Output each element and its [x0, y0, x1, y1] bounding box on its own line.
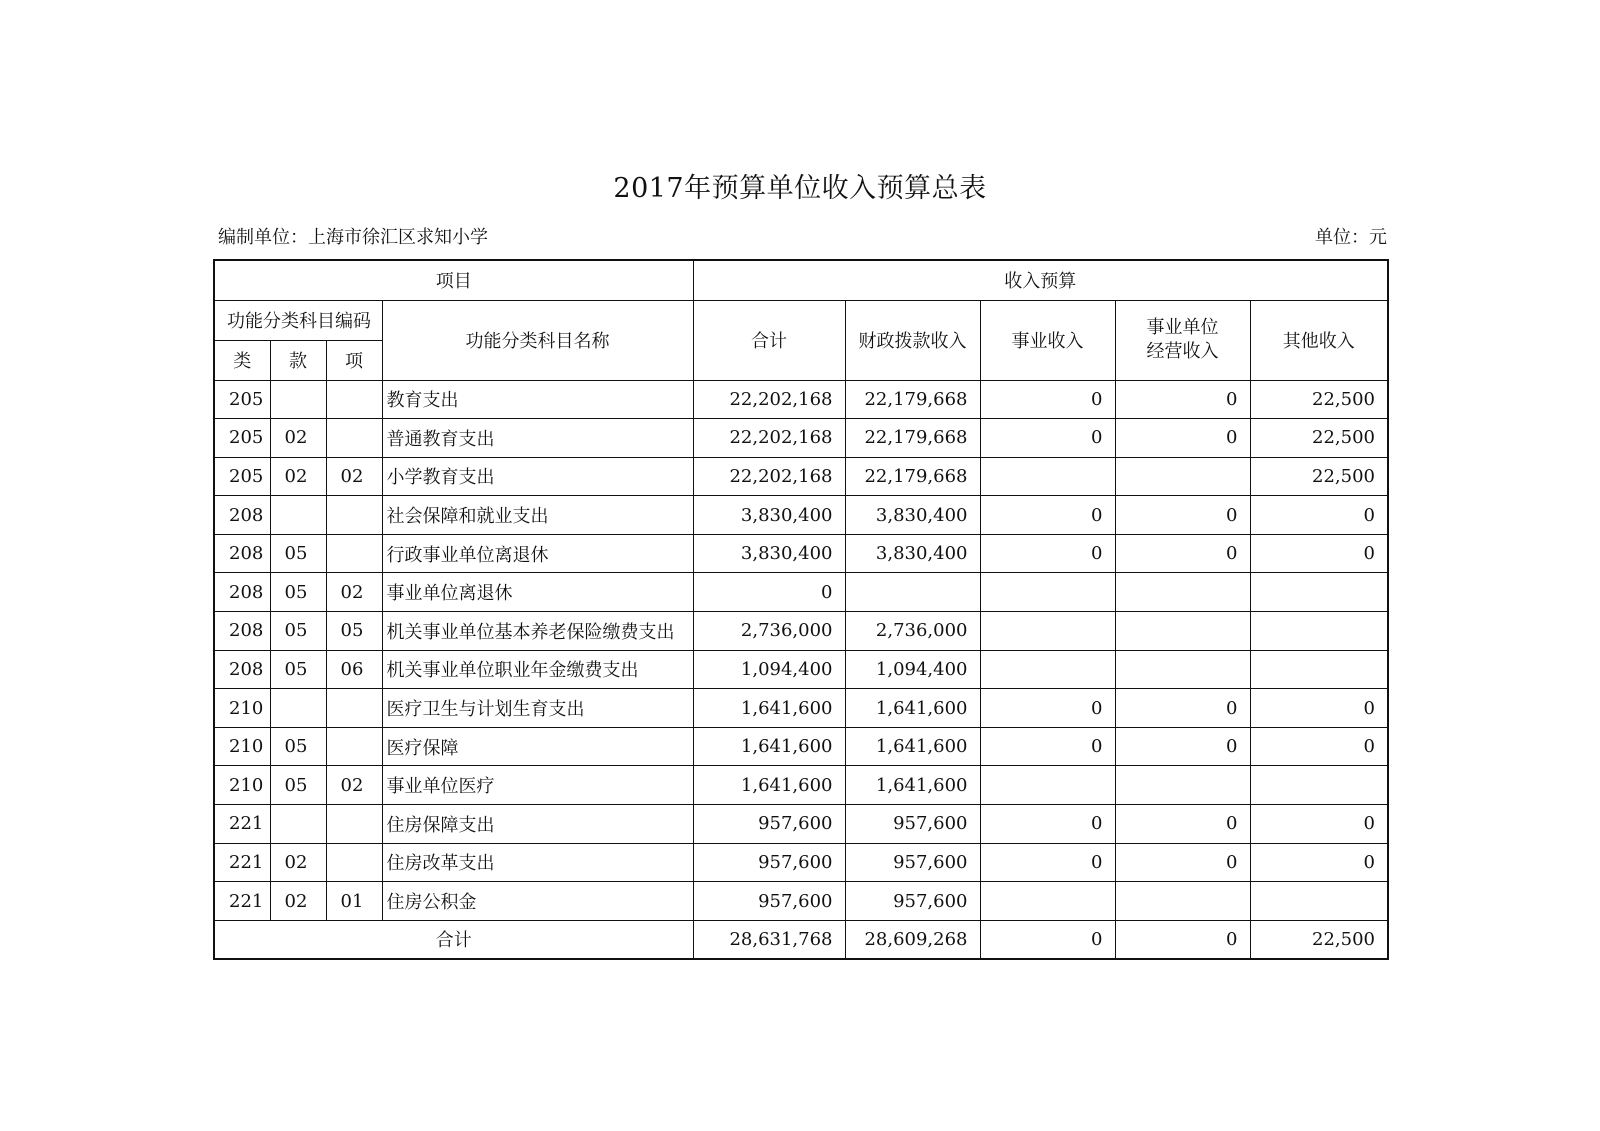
header-income-budget: 收入预算	[693, 260, 1388, 300]
cell-kuan: 02	[270, 882, 326, 921]
header-operating-income	[1115, 300, 1250, 380]
cell-business	[980, 457, 1115, 496]
page-title: 2017年预算单位收入预算总表	[613, 173, 987, 204]
cell-total: 3,830,400	[693, 534, 845, 573]
cell-xiang: 05	[326, 612, 382, 651]
cell-business	[980, 650, 1115, 689]
table-row	[214, 457, 1388, 496]
cell-business: 0	[980, 727, 1115, 766]
cell-total: 3,830,400	[693, 496, 845, 535]
cell-total: 1,641,600	[693, 689, 845, 728]
totals-other: 22,500	[1250, 920, 1388, 959]
currency-unit-label: 单位：元	[1315, 227, 1387, 248]
cell-xiang	[326, 805, 382, 844]
cell-fiscal: 22,179,668	[845, 457, 980, 496]
cell-item-name: 机关事业单位职业年金缴费支出	[382, 650, 693, 689]
cell-xiang	[326, 419, 382, 458]
cell-item-name: 医疗卫生与计划生育支出	[382, 689, 693, 728]
cell-business	[980, 766, 1115, 805]
cell-fiscal: 957,600	[845, 843, 980, 882]
table-row	[214, 843, 1388, 882]
cell-lei: 205	[214, 380, 270, 419]
cell-item-name: 普通教育支出	[382, 419, 693, 458]
table-body	[214, 380, 1388, 920]
table-row	[214, 573, 1388, 612]
header-other-income: 其他收入	[1250, 300, 1388, 380]
cell-xiang: 02	[326, 573, 382, 612]
cell-xiang	[326, 689, 382, 728]
cell-business	[980, 882, 1115, 921]
header-code-group: 功能分类科目编码	[214, 300, 382, 340]
table-row	[214, 882, 1388, 921]
cell-other	[1250, 882, 1388, 921]
cell-fiscal: 22,179,668	[845, 380, 980, 419]
cell-other	[1250, 573, 1388, 612]
cell-other	[1250, 766, 1388, 805]
cell-kuan	[270, 380, 326, 419]
cell-fiscal: 1,641,600	[845, 689, 980, 728]
table-row	[214, 805, 1388, 844]
cell-operating: 0	[1115, 805, 1250, 844]
cell-lei: 221	[214, 882, 270, 921]
cell-business	[980, 573, 1115, 612]
totals-fiscal: 28,609,268	[845, 920, 980, 959]
cell-other	[1250, 650, 1388, 689]
header-lei: 类	[214, 340, 270, 380]
cell-other: 0	[1250, 534, 1388, 573]
table-row	[214, 612, 1388, 651]
cell-item-name: 住房保障支出	[382, 805, 693, 844]
cell-item-name: 住房改革支出	[382, 843, 693, 882]
header-project: 项目	[214, 260, 693, 300]
cell-business: 0	[980, 419, 1115, 458]
cell-item-name: 事业单位离退休	[382, 573, 693, 612]
cell-xiang	[326, 380, 382, 419]
cell-item-name: 机关事业单位基本养老保险缴费支出	[382, 612, 693, 651]
table-row	[214, 496, 1388, 535]
cell-kuan: 02	[270, 843, 326, 882]
cell-xiang	[326, 534, 382, 573]
cell-kuan: 02	[270, 457, 326, 496]
cell-operating	[1115, 650, 1250, 689]
cell-lei: 208	[214, 650, 270, 689]
cell-business: 0	[980, 689, 1115, 728]
cell-kuan	[270, 805, 326, 844]
cell-operating: 0	[1115, 727, 1250, 766]
header-item-name: 功能分类科目名称	[382, 300, 693, 380]
cell-operating	[1115, 882, 1250, 921]
cell-lei: 208	[214, 573, 270, 612]
cell-xiang: 02	[326, 766, 382, 805]
totals-operating: 0	[1115, 920, 1250, 959]
cell-total: 957,600	[693, 805, 845, 844]
cell-fiscal: 1,641,600	[845, 727, 980, 766]
cell-other: 22,500	[1250, 457, 1388, 496]
totals-total: 28,631,768	[693, 920, 845, 959]
cell-lei: 210	[214, 766, 270, 805]
cell-operating	[1115, 457, 1250, 496]
compiling-unit-label: 编制单位：上海市徐汇区求知小学	[218, 227, 488, 248]
cell-kuan: 05	[270, 727, 326, 766]
cell-xiang: 06	[326, 650, 382, 689]
cell-xiang: 02	[326, 457, 382, 496]
cell-total: 957,600	[693, 843, 845, 882]
cell-kuan: 05	[270, 766, 326, 805]
cell-item-name: 医疗保障	[382, 727, 693, 766]
cell-fiscal: 957,600	[845, 805, 980, 844]
cell-other: 0	[1250, 496, 1388, 535]
cell-xiang	[326, 843, 382, 882]
cell-lei: 208	[214, 534, 270, 573]
cell-xiang: 01	[326, 882, 382, 921]
header-operating-line2: 经营收入	[1146, 341, 1219, 362]
cell-total: 22,202,168	[693, 419, 845, 458]
cell-operating	[1115, 612, 1250, 651]
cell-lei: 221	[214, 805, 270, 844]
cell-operating: 0	[1115, 496, 1250, 535]
header-fiscal-income: 财政拨款收入	[845, 300, 980, 380]
cell-lei: 210	[214, 727, 270, 766]
cell-other	[1250, 612, 1388, 651]
cell-fiscal: 3,830,400	[845, 496, 980, 535]
cell-kuan: 02	[270, 419, 326, 458]
cell-other: 22,500	[1250, 419, 1388, 458]
cell-total: 22,202,168	[693, 457, 845, 496]
header-operating-line1: 事业单位	[1146, 317, 1219, 338]
header-kuan: 款	[270, 340, 326, 380]
totals-row	[214, 920, 1388, 959]
cell-operating	[1115, 766, 1250, 805]
totals-label: 合计	[214, 920, 693, 959]
cell-fiscal: 22,179,668	[845, 419, 980, 458]
cell-kuan: 05	[270, 573, 326, 612]
cell-other: 0	[1250, 689, 1388, 728]
table-row	[214, 380, 1388, 419]
cell-total: 1,094,400	[693, 650, 845, 689]
cell-total: 1,641,600	[693, 727, 845, 766]
cell-fiscal: 1,641,600	[845, 766, 980, 805]
cell-item-name: 事业单位医疗	[382, 766, 693, 805]
cell-kuan: 05	[270, 650, 326, 689]
cell-fiscal: 3,830,400	[845, 534, 980, 573]
cell-fiscal	[845, 573, 980, 612]
cell-kuan	[270, 496, 326, 535]
table-row	[214, 534, 1388, 573]
header-xiang: 项	[326, 340, 382, 380]
cell-other: 0	[1250, 843, 1388, 882]
cell-item-name: 小学教育支出	[382, 457, 693, 496]
cell-lei: 210	[214, 689, 270, 728]
cell-business	[980, 612, 1115, 651]
header-total: 合计	[693, 300, 845, 380]
cell-item-name: 社会保障和就业支出	[382, 496, 693, 535]
table-row	[214, 650, 1388, 689]
cell-total: 2,736,000	[693, 612, 845, 651]
cell-kuan: 05	[270, 534, 326, 573]
cell-lei: 205	[214, 419, 270, 458]
cell-fiscal: 2,736,000	[845, 612, 980, 651]
totals-business: 0	[980, 920, 1115, 959]
cell-fiscal: 1,094,400	[845, 650, 980, 689]
cell-business: 0	[980, 496, 1115, 535]
cell-total: 0	[693, 573, 845, 612]
cell-operating: 0	[1115, 689, 1250, 728]
table-row	[214, 689, 1388, 728]
table-row	[214, 727, 1388, 766]
cell-other: 0	[1250, 727, 1388, 766]
cell-xiang	[326, 496, 382, 535]
cell-lei: 221	[214, 843, 270, 882]
table-row	[214, 419, 1388, 458]
cell-lei: 208	[214, 496, 270, 535]
cell-operating: 0	[1115, 843, 1250, 882]
cell-kuan: 05	[270, 612, 326, 651]
table-row	[214, 766, 1388, 805]
cell-business: 0	[980, 380, 1115, 419]
cell-business: 0	[980, 843, 1115, 882]
cell-other: 22,500	[1250, 380, 1388, 419]
cell-total: 1,641,600	[693, 766, 845, 805]
cell-fiscal: 957,600	[845, 882, 980, 921]
cell-business: 0	[980, 534, 1115, 573]
cell-item-name: 行政事业单位离退休	[382, 534, 693, 573]
cell-kuan	[270, 689, 326, 728]
cell-operating: 0	[1115, 419, 1250, 458]
cell-business: 0	[980, 805, 1115, 844]
header-business-income: 事业收入	[980, 300, 1115, 380]
cell-operating	[1115, 573, 1250, 612]
cell-xiang	[326, 727, 382, 766]
cell-lei: 205	[214, 457, 270, 496]
budget-table	[213, 259, 1389, 960]
cell-item-name: 住房公积金	[382, 882, 693, 921]
cell-total: 957,600	[693, 882, 845, 921]
cell-other: 0	[1250, 805, 1388, 844]
cell-operating: 0	[1115, 534, 1250, 573]
cell-operating: 0	[1115, 380, 1250, 419]
cell-lei: 208	[214, 612, 270, 651]
cell-item-name: 教育支出	[382, 380, 693, 419]
cell-total: 22,202,168	[693, 380, 845, 419]
